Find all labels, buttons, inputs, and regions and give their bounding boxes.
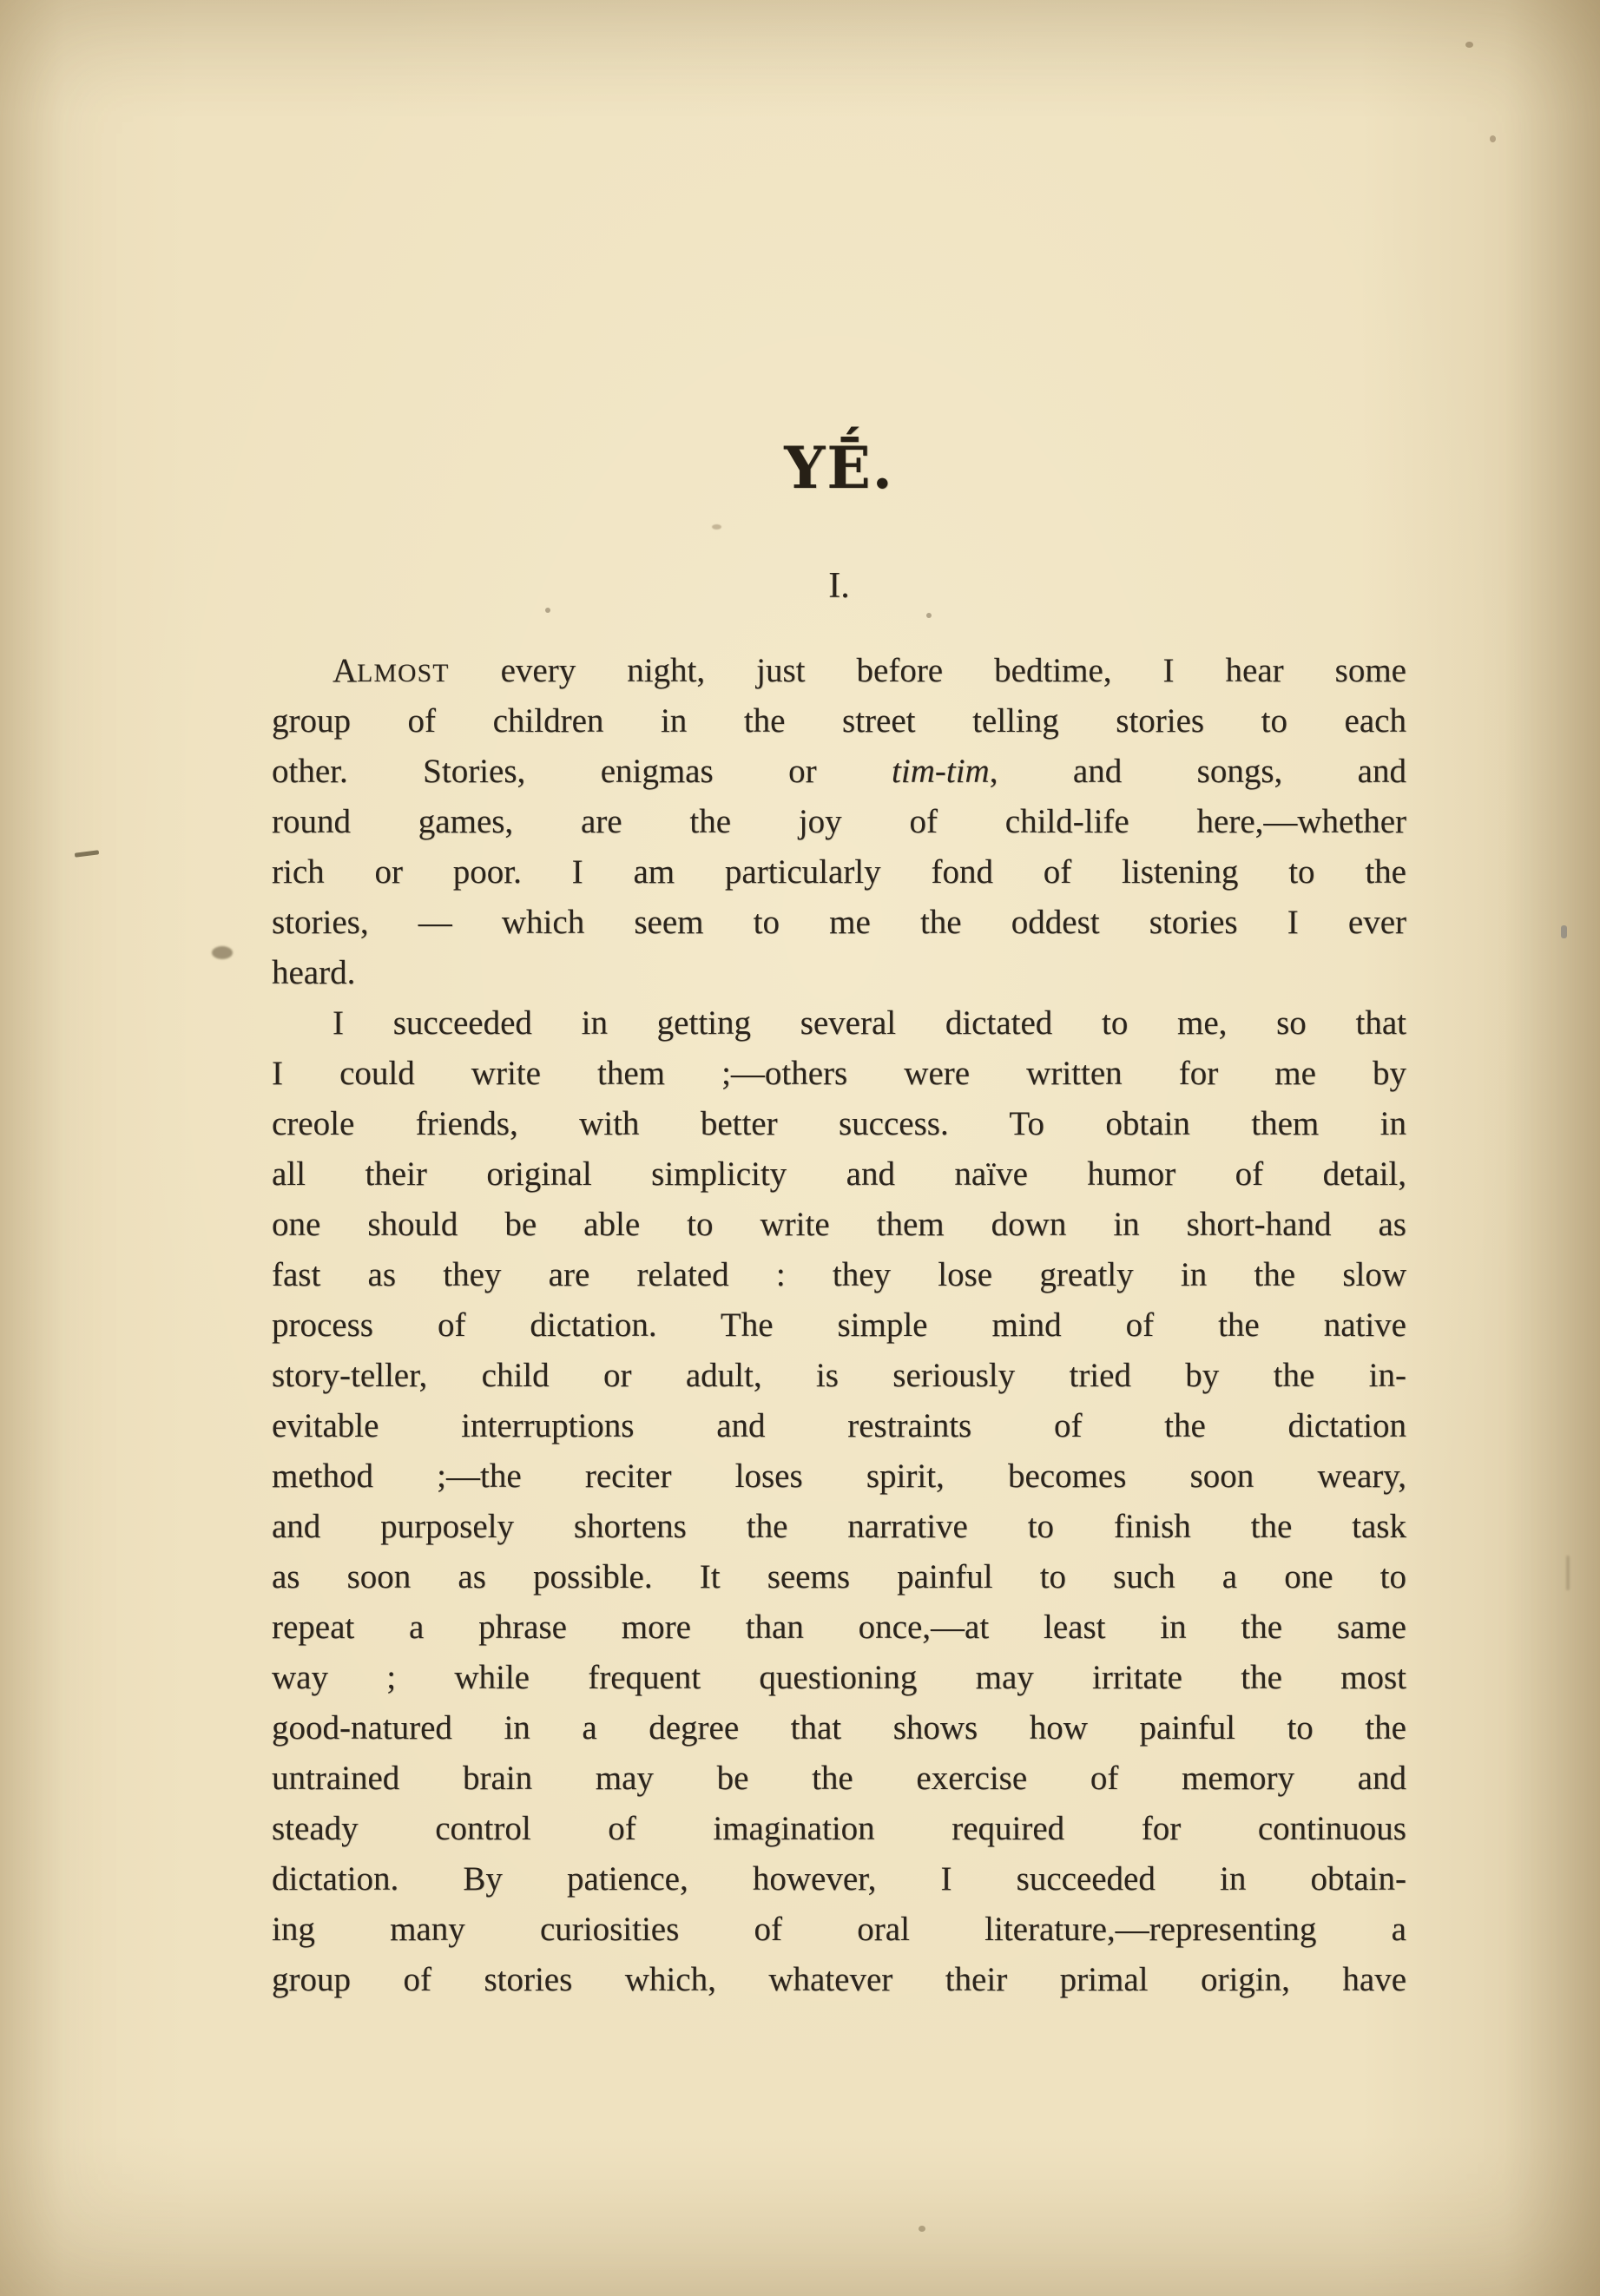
text-line: [272, 1149, 1406, 1200]
ink-smudge: [212, 946, 233, 959]
paper-speck: [926, 613, 932, 618]
text-line: [272, 1804, 1406, 1854]
text-line: [272, 1552, 1406, 1602]
text-line: [272, 747, 1406, 797]
text-segment: heard.: [272, 954, 356, 991]
text-line: [272, 1955, 1406, 2005]
text-segment: as soon as possible. It seems painful to such a one to: [272, 1558, 1406, 1595]
text-segment: dictation. By patience, however, I succeeded in obtain-: [272, 1860, 1406, 1898]
text-line: [272, 1703, 1406, 1753]
paper-speck: [545, 608, 550, 613]
text-segment: way ; while frequent questioning may irritate the most: [272, 1659, 1406, 1696]
section-heading: I.: [828, 566, 850, 606]
text-segment: round games, are the joy of child-life here,—whether: [272, 803, 1406, 840]
text-line: [272, 898, 1406, 948]
text-segment: rich or poor. I am particularly fond of listening to the: [272, 853, 1406, 891]
text-segment: I succeeded in getting several dictated to me, so that: [333, 1004, 1406, 1042]
text-segment: , and songs, and: [989, 753, 1406, 790]
margin-mark: [1561, 925, 1567, 938]
text-line: [272, 1753, 1406, 1804]
text-line: [272, 1049, 1406, 1099]
text-line: [272, 1351, 1406, 1401]
text-line: [272, 948, 1406, 998]
text-segment: every night, just before bedtime, I hear some: [449, 652, 1406, 689]
text-segment: A: [333, 652, 358, 689]
text-block: [272, 646, 1406, 2005]
text-line: [272, 696, 1406, 747]
text-line: [272, 1300, 1406, 1351]
text-segment: I could write them ;—others were written for me by: [272, 1055, 1406, 1092]
text-line: [272, 1451, 1406, 1502]
text-segment: group of children in the street telling stories to each: [272, 702, 1406, 740]
text-line: [272, 1854, 1406, 1905]
text-segment: other. Stories, enigmas or: [272, 753, 892, 790]
text-line: [272, 797, 1406, 847]
text-line: [272, 1905, 1406, 1955]
page-title: YḖ.: [784, 434, 894, 502]
text-line: [272, 1099, 1406, 1149]
text-segment: story-teller, child or adult, is seriously tried by the in-: [272, 1357, 1406, 1394]
paper-speck: [919, 2226, 925, 2232]
text-line: [272, 847, 1406, 898]
margin-mark: [1566, 1556, 1570, 1590]
pencil-dash-mark: [75, 850, 99, 857]
text-segment: good-natured in a degree that shows how painful to the: [272, 1709, 1406, 1747]
text-segment: all their original simplicity and naïve humor of detail,: [272, 1155, 1406, 1193]
text-segment: steady control of imagination required for continuous: [272, 1810, 1406, 1847]
text-segment: ing many curiosities of oral literature,—representing a: [272, 1911, 1406, 1948]
text-segment: untrained brain may be the exercise of memory and: [272, 1760, 1406, 1797]
paper-speck: [1490, 135, 1496, 142]
paper-speck: [1465, 42, 1473, 48]
text-segment: method ;—the reciter loses spirit, becomes soon weary,: [272, 1457, 1406, 1495]
text-line: [272, 1401, 1406, 1451]
text-segment: creole friends, with better success. To obtain them in: [272, 1105, 1406, 1142]
text-line: [272, 1602, 1406, 1653]
text-segment: stories, — which seem to me the oddest stories I ever: [272, 904, 1406, 941]
text-segment: repeat a phrase more than once,—at least in the same: [272, 1609, 1406, 1646]
text-segment: one should be able to write them down in short-hand as: [272, 1206, 1406, 1243]
text-line: [272, 1502, 1406, 1552]
text-segment: process of dictation. The simple mind of the native: [272, 1306, 1406, 1344]
text-segment: and purposely shortens the narrative to finish the task: [272, 1508, 1406, 1545]
text-line: [272, 646, 1406, 696]
text-line: [272, 1200, 1406, 1250]
text-line: [272, 1250, 1406, 1300]
text-segment: tim-tim: [892, 753, 990, 790]
paper-speck: [712, 524, 721, 530]
text-segment: evitable interruptions and restraints of the dictation: [272, 1407, 1406, 1444]
text-line: [272, 998, 1406, 1049]
text-segment: fast as they are related : they lose greatly in the slow: [272, 1256, 1406, 1293]
text-line: [272, 1653, 1406, 1703]
text-segment: group of stories which, whatever their primal origin, have: [272, 1961, 1406, 1998]
text-segment: LMOST: [357, 660, 450, 687]
